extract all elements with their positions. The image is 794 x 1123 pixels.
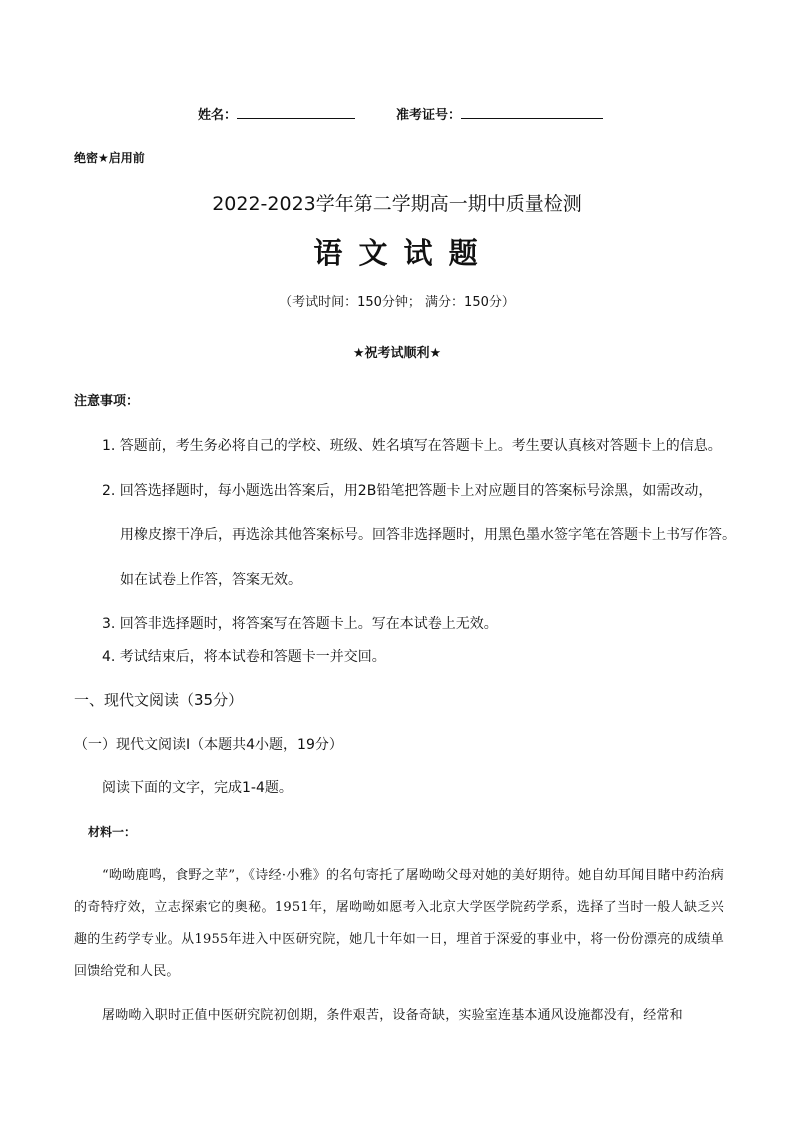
notes-heading: 注意事项： [74,394,140,409]
note-item-2-cont: 用橡皮擦干净后，再选涂其他答案标号。回答非选择题时，用黑色墨水签字笔在答题卡上书写作答。 [120,527,736,543]
name-field-row [198,104,355,123]
note-item-1: 1. 答题前，考生务必将自己的学校、班级、姓名填写在答题卡上。考生要认真核对答题卡上的信息。 [102,438,722,454]
name-label: 姓名： [198,108,238,123]
exam-title: 2022-2023学年第二学期高一期中质量检测 [212,193,582,215]
material-label: 材料一： [88,825,137,839]
ticket-field-row [396,104,603,123]
section-heading: 一、现代文阅读（35分） [74,691,244,709]
subsection-heading: （一）现代文阅读Ⅰ（本题共4小题，19分） [74,737,343,753]
ticket-label: 准考证号： [396,108,462,123]
wish-line: ★祝考试顺利★ [352,346,442,361]
paragraph-text: 屠呦呦入职时正值中医研究院初创期，条件艰苦，设备奇缺，实验室连基本通风设施都没有，经常和 [102,1008,683,1023]
paragraph-text: “呦呦鹿鸣，食野之苹”，《诗经·小雅》的名句寄托了屠呦呦父母对她的美好期待。她自幼耳闻目睹中药治病的奇特疗效，立志探索它的奥秘。1951年，屠呦呦如愿考入北京大学医学院药学系，选择了当时一般人缺乏兴趣的生药学专业。从1955年进入中医研究院，她几十年如一日，埋首于深爱的事业中，将一份份漂亮的成绩单回馈给党和人民。 [74,868,724,979]
name-blank [237,104,355,119]
note-item-2: 2. 回答选择题时，每小题选出答案后，用2B铅笔把答题卡上对应题目的答案标号涂黑，如需改动， [102,483,713,499]
time-note: （考试时间：150分钟； 满分：150分） [279,295,515,310]
subject-title: 语 文 试 题 [313,236,481,270]
material-paragraph-2 [74,1000,724,1034]
material-paragraph-1 [74,860,724,990]
note-item-3: 3. 回答非选择题时，将答案写在答题卡上。写在本试卷上无效。 [102,616,498,632]
secret-label: 绝密★启用前 [74,151,145,165]
note-item-4: 4. 考试结束后，将本试卷和答题卡一并交回。 [102,649,386,665]
note-item-2-cont2: 如在试卷上作答，答案无效。 [120,572,302,588]
reading-instruction: 阅读下面的文字，完成1-4题。 [102,780,293,796]
ticket-blank [461,104,603,119]
